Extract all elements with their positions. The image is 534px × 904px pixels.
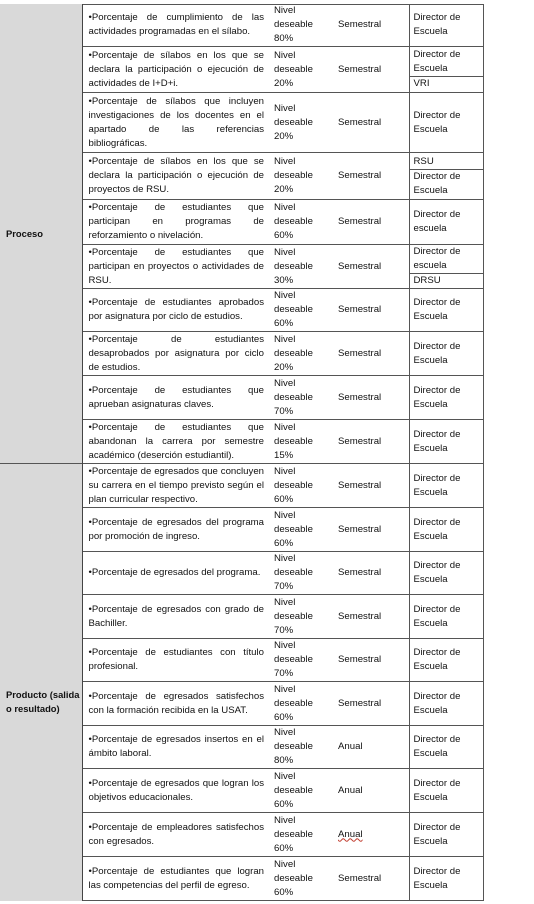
desired-level-label: deseable bbox=[274, 654, 313, 665]
empty-cell bbox=[483, 726, 534, 769]
frequency-cell bbox=[330, 726, 409, 769]
empty-cell bbox=[483, 47, 534, 93]
desired-level-cell bbox=[270, 93, 330, 153]
responsible-cell bbox=[409, 47, 483, 93]
desired-level-value: 60% bbox=[274, 842, 294, 854]
indicator-text: Porcentaje de egresados que logran los objetivos educacionales. bbox=[88, 777, 264, 803]
bullet-icon: • bbox=[88, 202, 92, 213]
indicator-cell bbox=[82, 420, 270, 464]
indicator-cell bbox=[82, 464, 270, 508]
desired-level-label: Nivel bbox=[274, 49, 296, 61]
desired-level-cell bbox=[270, 245, 330, 289]
desired-level-value: 70% bbox=[274, 624, 294, 636]
indicator-cell bbox=[82, 813, 270, 857]
desired-level-cell bbox=[270, 332, 330, 376]
desired-level-label: Nivel bbox=[274, 509, 296, 521]
responsible-text: Director de Escuela bbox=[413, 170, 461, 196]
desired-level-cell bbox=[270, 552, 330, 595]
indicator-cell bbox=[82, 595, 270, 639]
empty-cell bbox=[483, 153, 534, 200]
responsible-text: Director de Escuela bbox=[413, 647, 461, 672]
frequency-cell bbox=[330, 552, 409, 595]
desired-level-cell bbox=[270, 769, 330, 813]
desired-level-cell bbox=[270, 726, 330, 769]
desired-level-value: 70% bbox=[274, 581, 294, 592]
desired-level-label: deseable bbox=[274, 170, 313, 181]
desired-level-label: deseable bbox=[274, 567, 313, 578]
desired-level-label: deseable bbox=[274, 347, 313, 359]
responsible-cell bbox=[409, 332, 483, 376]
bullet-icon: • bbox=[88, 777, 92, 789]
indicator-cell bbox=[82, 769, 270, 813]
bullet-icon: • bbox=[88, 603, 92, 615]
desired-level-value: 60% bbox=[274, 711, 294, 723]
frequency-cell bbox=[330, 4, 409, 47]
desired-level-label: deseable bbox=[274, 435, 313, 447]
desired-level-label: Nivel bbox=[274, 102, 296, 114]
frequency-cell bbox=[330, 769, 409, 813]
empty-cell bbox=[483, 769, 534, 813]
indicator-text: Porcentaje de empleadores satisfechos con egresados. bbox=[88, 821, 264, 847]
desired-level-label: deseable bbox=[274, 304, 313, 315]
responsible-text: Director de Escuela bbox=[413, 340, 461, 366]
indicator-text: Porcentaje de egresados que concluyen su carrera en el tiempo previsto según el plan curricular respectivo. bbox=[88, 465, 264, 505]
responsible-cell bbox=[409, 200, 483, 245]
responsible-cell bbox=[409, 376, 483, 420]
bullet-icon: • bbox=[88, 156, 92, 167]
desired-level-value: 20% bbox=[274, 77, 294, 89]
frequency-text: Semestral bbox=[338, 260, 382, 272]
table-row bbox=[0, 464, 534, 508]
frequency-text: Semestral bbox=[338, 872, 382, 884]
indicator-cell bbox=[82, 200, 270, 245]
bullet-icon: • bbox=[88, 821, 92, 833]
desired-level-label: Nivel bbox=[274, 727, 296, 738]
indicator-text: Porcentaje de estudiantes que aprueban asignaturas claves. bbox=[88, 384, 264, 410]
section-label: Producto (salida o resultado) bbox=[0, 464, 82, 901]
empty-cell bbox=[483, 682, 534, 726]
desired-level-cell bbox=[270, 639, 330, 682]
responsible-text: Director de Escuela bbox=[413, 109, 461, 135]
desired-level-label: deseable bbox=[274, 19, 313, 30]
frequency-cell bbox=[330, 376, 409, 420]
bullet-icon: • bbox=[88, 246, 92, 258]
frequency-text: Semestral bbox=[338, 654, 382, 665]
desired-level-label: deseable bbox=[274, 828, 313, 840]
desired-level-cell bbox=[270, 47, 330, 93]
desired-level-value: 70% bbox=[274, 405, 294, 417]
indicator-cell bbox=[82, 47, 270, 93]
desired-level-value: 60% bbox=[274, 318, 294, 329]
frequency-text: Semestral bbox=[338, 567, 382, 578]
indicator-cell bbox=[82, 726, 270, 769]
desired-level-label: Nivel bbox=[274, 333, 296, 345]
frequency-cell bbox=[330, 682, 409, 726]
responsible-cell bbox=[409, 153, 483, 200]
desired-level-label: deseable bbox=[274, 697, 313, 709]
responsible-text: VRI bbox=[413, 78, 430, 89]
responsible-cell bbox=[409, 726, 483, 769]
bullet-icon: • bbox=[88, 333, 92, 345]
indicator-text: Porcentaje de sílabos en los que se declara la participación o ejecución de proyectos de RSU. bbox=[88, 156, 264, 195]
responsible-cell bbox=[409, 857, 483, 901]
desired-level-label: Nivel bbox=[274, 156, 296, 167]
frequency-cell bbox=[330, 47, 409, 93]
desired-level-label: Nivel bbox=[274, 640, 296, 651]
desired-level-value: 60% bbox=[274, 493, 294, 505]
indicator-text: Porcentaje de estudiantes aprobados por asignatura por ciclo de estudios. bbox=[88, 297, 264, 322]
responsible-text: Director de Escuela bbox=[413, 777, 461, 803]
desired-level-value: 80% bbox=[274, 33, 294, 44]
responsible-cell bbox=[409, 464, 483, 508]
indicator-text: Porcentaje de egresados insertos en el ámbito laboral. bbox=[88, 734, 264, 759]
indicator-cell bbox=[82, 857, 270, 901]
desired-level-value: 80% bbox=[274, 755, 294, 766]
indicator-cell bbox=[82, 245, 270, 289]
frequency-text: Semestral bbox=[338, 216, 382, 227]
desired-level-cell bbox=[270, 595, 330, 639]
indicator-text: Porcentaje de sílabos que incluyen investigaciones de los docentes en el apartado de las referencias bibliográficas. bbox=[88, 95, 264, 149]
bullet-icon: • bbox=[88, 516, 92, 528]
desired-level-label: Nivel bbox=[274, 377, 296, 389]
desired-level-value: 15% bbox=[274, 449, 294, 461]
bullet-icon: • bbox=[88, 384, 92, 396]
desired-level-cell bbox=[270, 200, 330, 245]
indicator-cell bbox=[82, 289, 270, 332]
desired-level-label: Nivel bbox=[274, 465, 296, 477]
responsible-cell bbox=[409, 93, 483, 153]
bullet-icon: • bbox=[88, 690, 92, 702]
desired-level-value: 60% bbox=[274, 886, 294, 898]
desired-level-cell bbox=[270, 376, 330, 420]
indicator-cell bbox=[82, 639, 270, 682]
frequency-cell bbox=[330, 93, 409, 153]
desired-level-value: 30% bbox=[274, 274, 294, 286]
frequency-text: Semestral bbox=[338, 116, 382, 128]
desired-level-label: Nivel bbox=[274, 858, 296, 870]
desired-level-label: Nivel bbox=[274, 770, 296, 782]
bullet-icon: • bbox=[88, 647, 92, 658]
responsible-cell bbox=[409, 245, 483, 289]
desired-level-value: 60% bbox=[274, 230, 294, 241]
desired-level-label: deseable bbox=[274, 741, 313, 752]
indicator-text: Porcentaje de egresados satisfechos con la formación recibida en la USAT. bbox=[88, 690, 264, 716]
responsible-cell bbox=[409, 420, 483, 464]
bullet-icon: • bbox=[88, 465, 92, 477]
desired-level-label: Nivel bbox=[274, 246, 296, 258]
indicator-cell bbox=[82, 508, 270, 552]
responsible-text: RSU bbox=[410, 155, 483, 170]
frequency-cell bbox=[330, 857, 409, 901]
desired-level-label: deseable bbox=[274, 872, 313, 884]
desired-level-cell bbox=[270, 682, 330, 726]
responsible-cell bbox=[409, 813, 483, 857]
responsible-text: Director de Escuela bbox=[413, 472, 461, 498]
indicator-text: Porcentaje de estudiantes que logran las competencias del perfil de egreso. bbox=[88, 865, 264, 891]
frequency-cell bbox=[330, 464, 409, 508]
responsible-text: Director de Escuela bbox=[413, 297, 461, 322]
indicator-text: Porcentaje de cumplimiento de las actividades programadas en el sílabo. bbox=[88, 12, 264, 37]
desired-level-value: 20% bbox=[274, 184, 294, 195]
desired-level-label: Nivel bbox=[274, 596, 296, 608]
empty-cell bbox=[483, 552, 534, 595]
responsible-text: Director de escuela bbox=[413, 209, 461, 234]
responsible-cell bbox=[409, 289, 483, 332]
frequency-cell bbox=[330, 332, 409, 376]
desired-level-label: Nivel bbox=[274, 814, 296, 826]
desired-level-value: 70% bbox=[274, 668, 294, 679]
desired-level-label: deseable bbox=[274, 784, 313, 796]
responsible-cell bbox=[409, 508, 483, 552]
bullet-icon: • bbox=[88, 49, 92, 61]
desired-level-label: Nivel bbox=[274, 290, 296, 301]
responsible-text: Director de Escuela bbox=[413, 384, 461, 410]
desired-level-label: deseable bbox=[274, 610, 313, 622]
desired-level-label: deseable bbox=[274, 116, 313, 128]
table-row bbox=[0, 4, 534, 47]
responsible-text: Director de Escuela bbox=[413, 516, 461, 542]
empty-cell bbox=[483, 857, 534, 901]
empty-cell bbox=[483, 332, 534, 376]
indicator-cell bbox=[82, 93, 270, 153]
responsible-text: Director de Escuela bbox=[413, 865, 461, 891]
frequency-text: Semestral bbox=[338, 347, 382, 359]
section-label: Proceso bbox=[0, 4, 82, 464]
indicator-text: Porcentaje de egresados del programa por promoción de ingreso. bbox=[88, 516, 264, 542]
desired-level-label: deseable bbox=[274, 216, 313, 227]
empty-cell bbox=[483, 813, 534, 857]
empty-cell bbox=[483, 508, 534, 552]
frequency-cell bbox=[330, 153, 409, 200]
empty-cell bbox=[483, 93, 534, 153]
empty-cell bbox=[483, 289, 534, 332]
indicator-cell bbox=[82, 376, 270, 420]
indicator-text: Porcentaje de sílabos en los que se declara la participación o ejecución de actividades de I+D+i. bbox=[88, 49, 264, 89]
frequency-text: Semestral bbox=[338, 391, 382, 403]
indicator-cell bbox=[82, 153, 270, 200]
indicator-text: Porcentaje de egresados del programa. bbox=[91, 567, 261, 578]
frequency-cell bbox=[330, 289, 409, 332]
responsible-text: Director de Escuela bbox=[410, 48, 483, 77]
bullet-icon: • bbox=[88, 734, 92, 745]
empty-cell bbox=[483, 420, 534, 464]
empty-cell bbox=[483, 376, 534, 420]
empty-cell bbox=[483, 464, 534, 508]
indicator-text: Porcentaje de estudiantes que abandonan la carrera por semestre académico (deserción estudiantil). bbox=[88, 421, 264, 461]
desired-level-cell bbox=[270, 420, 330, 464]
indicator-cell bbox=[82, 332, 270, 376]
responsible-text: Director de Escuela bbox=[413, 603, 461, 629]
frequency-text: Semestral bbox=[338, 523, 382, 535]
frequency-cell bbox=[330, 595, 409, 639]
responsible-text: Director de Escuela bbox=[413, 428, 461, 454]
responsible-text: Director de escuela bbox=[410, 245, 483, 274]
bullet-icon: • bbox=[88, 12, 92, 23]
desired-level-value: 60% bbox=[274, 798, 294, 810]
responsible-text: Director de Escuela bbox=[413, 821, 461, 847]
frequency-cell bbox=[330, 200, 409, 245]
desired-level-value: 20% bbox=[274, 130, 294, 142]
frequency-text: Semestral bbox=[338, 479, 382, 491]
bullet-icon: • bbox=[88, 421, 92, 433]
desired-level-label: Nivel bbox=[274, 421, 296, 433]
empty-cell bbox=[483, 639, 534, 682]
responsible-text: DRSU bbox=[413, 275, 441, 286]
responsible-cell bbox=[409, 682, 483, 726]
desired-level-label: deseable bbox=[274, 260, 313, 272]
frequency-text: Anual bbox=[338, 741, 363, 752]
frequency-cell bbox=[330, 245, 409, 289]
indicator-text: Porcentaje de estudiantes con título profesional. bbox=[88, 647, 264, 672]
desired-level-cell bbox=[270, 813, 330, 857]
desired-level-cell bbox=[270, 289, 330, 332]
desired-level-label: Nivel bbox=[274, 5, 296, 16]
indicator-text: Porcentaje de estudiantes que participan en programas de reforzamiento o nivelación. bbox=[88, 202, 264, 241]
frequency-text: Anual bbox=[338, 828, 363, 840]
desired-level-label: deseable bbox=[274, 63, 313, 75]
frequency-cell bbox=[330, 508, 409, 552]
desired-level-value: 20% bbox=[274, 361, 294, 373]
desired-level-cell bbox=[270, 153, 330, 200]
desired-level-label: Nivel bbox=[274, 683, 296, 695]
indicators-table bbox=[0, 4, 534, 901]
desired-level-cell bbox=[270, 857, 330, 901]
desired-level-label: Nivel bbox=[274, 553, 296, 564]
bullet-icon: • bbox=[88, 95, 92, 107]
responsible-text: Director de Escuela bbox=[413, 560, 461, 585]
frequency-cell bbox=[330, 639, 409, 682]
indicator-cell bbox=[82, 682, 270, 726]
desired-level-label: deseable bbox=[274, 523, 313, 535]
frequency-text: Semestral bbox=[338, 304, 382, 315]
frequency-text: Semestral bbox=[338, 697, 382, 709]
desired-level-label: deseable bbox=[274, 391, 313, 403]
desired-level-value: 60% bbox=[274, 537, 294, 549]
responsible-cell bbox=[409, 769, 483, 813]
responsible-text: Director de Escuela bbox=[413, 734, 461, 759]
desired-level-label: Nivel bbox=[274, 202, 296, 213]
responsible-text: Director de Escuela bbox=[413, 12, 461, 37]
bullet-icon: • bbox=[88, 567, 92, 578]
responsible-cell bbox=[409, 595, 483, 639]
frequency-text: Semestral bbox=[338, 170, 382, 181]
indicator-cell bbox=[82, 552, 270, 595]
indicator-cell bbox=[82, 4, 270, 47]
desired-level-cell bbox=[270, 4, 330, 47]
frequency-text: Semestral bbox=[338, 610, 382, 622]
responsible-cell bbox=[409, 639, 483, 682]
empty-cell bbox=[483, 200, 534, 245]
indicator-text: Porcentaje de estudiantes desaprobados por asignatura por ciclo de estudios. bbox=[88, 333, 264, 373]
frequency-text: Anual bbox=[338, 784, 363, 796]
desired-level-cell bbox=[270, 508, 330, 552]
desired-level-label: deseable bbox=[274, 479, 313, 491]
responsible-cell bbox=[409, 4, 483, 47]
responsible-cell bbox=[409, 552, 483, 595]
frequency-text: Semestral bbox=[338, 19, 382, 30]
empty-cell bbox=[483, 4, 534, 47]
responsible-text: Director de Escuela bbox=[413, 690, 461, 716]
frequency-text: Semestral bbox=[338, 435, 382, 447]
bullet-icon: • bbox=[88, 297, 92, 308]
frequency-cell bbox=[330, 813, 409, 857]
empty-cell bbox=[483, 595, 534, 639]
indicator-text: Porcentaje de estudiantes que participan en proyectos o actividades de RSU. bbox=[88, 246, 264, 286]
frequency-cell bbox=[330, 420, 409, 464]
empty-cell bbox=[483, 245, 534, 289]
bullet-icon: • bbox=[88, 865, 92, 877]
frequency-text: Semestral bbox=[338, 63, 382, 75]
desired-level-cell bbox=[270, 464, 330, 508]
indicator-text: Porcentaje de egresados con grado de Bachiller. bbox=[88, 603, 264, 629]
